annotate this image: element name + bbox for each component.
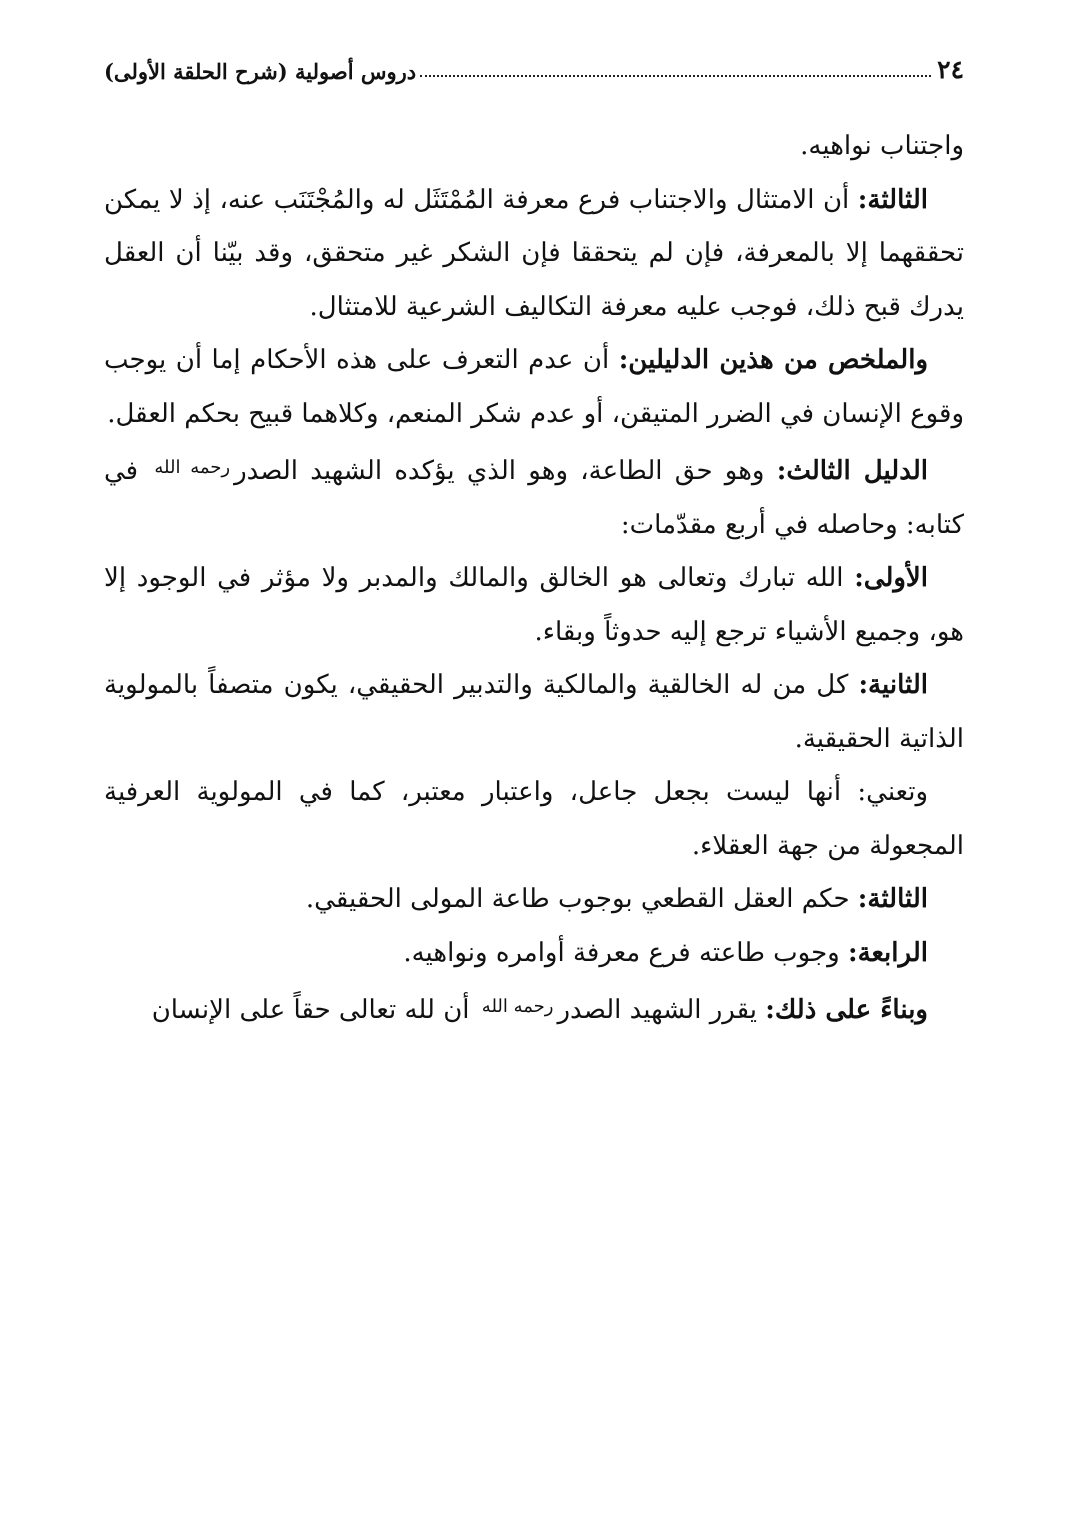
paragraph-lead: الثانية: — [858, 670, 928, 700]
paragraph-lead: والملخص من هذين الدليلين: — [618, 345, 928, 375]
paragraph-lead: الدليل الثالث: — [776, 456, 929, 486]
paragraph-text-after: في كتابه: وحاصله في أربع مقدّمات: — [104, 456, 964, 540]
paragraph-lead: الثالثة: — [857, 884, 928, 914]
paragraph-text: يقرر الشهيد الصدر — [557, 995, 766, 1025]
paragraph-second-premise — [104, 659, 964, 766]
paragraph-first-premise — [104, 552, 964, 659]
paragraph-conclusion — [104, 980, 964, 1038]
paragraph-text: حكم العقل القطعي بوجوب طاعة المولى الحقيقي. — [305, 884, 858, 914]
page-number: ٢٤ — [937, 55, 964, 84]
body-text — [104, 120, 964, 1038]
paragraph-text: وتعني: أنها ليست بجعل جاعل، واعتبار معتبر، كما في المولوية العرفية المجعولة من جهة العقلاء. — [104, 777, 964, 861]
paragraph-text: وهو حق الطاعة، وهو الذي يؤكده الشهيد الصدر — [234, 456, 777, 486]
paragraph-meaning — [104, 766, 964, 873]
paragraph-lead: وبناءً على ذلك: — [765, 995, 928, 1025]
paragraph-text: واجتناب نواهيه. — [800, 131, 964, 161]
paragraph-lead: الأولى: — [854, 563, 928, 593]
paragraph-continuation — [104, 120, 964, 174]
honorific-mark: رحمه الله — [154, 457, 231, 478]
paragraph-text: أن عدم التعرف على هذه الأحكام إما أن يوجب وقوع الإنسان في الضرر المتيقن، أو عدم شكر المنعم، وكلاهما قبيح بحكم العقل. — [104, 345, 964, 429]
dotted-leader — [420, 75, 931, 77]
paragraph-fourth-premise — [104, 927, 964, 981]
paragraph-text: وجوب طاعته فرع معرفة أوامره ونواهيه. — [403, 937, 848, 968]
paragraph-text: أن الامتثال والاجتناب فرع معرفة المُمْتَثَل له والمُجْتَنَب عنه، إذ لا يمكن تحققهما إلا بالمعرفة، فإن لم يتحققا فإن الشكر غير متحقق، وقد بيّنا أن العقل يدرك قبح ذلك، فوجب عليه معرفة التكاليف الشرعية للامتثال. — [104, 184, 964, 322]
paragraph-text: كل من له الخالقية والمالكية والتدبير الحقيقي، يكون متصفاً بالمولوية الذاتية الحقيقية. — [104, 670, 964, 754]
paragraph-lead: الثالثة: — [857, 184, 928, 215]
paragraph-third-premise-prev — [104, 174, 964, 335]
paragraph-summary — [104, 334, 964, 441]
paragraph-text: الله تبارك وتعالى هو الخالق والمالك والمدبر ولا مؤثر في الوجود إلا هو، وجميع الأشياء ترجع إليه حدوثاً وبقاء. — [104, 563, 964, 647]
honorific-mark: رحمه الله — [481, 996, 554, 1017]
paragraph-lead: الرابعة: — [847, 937, 928, 968]
paragraph-text-after: أن لله تعالى حقاً على الإنسان — [151, 995, 478, 1025]
paragraph-third-premise — [104, 873, 964, 927]
paragraph-third-proof — [104, 441, 964, 552]
running-title: دروس أصولية (شرح الحلقة الأولى) — [104, 59, 417, 84]
running-header — [104, 38, 964, 84]
